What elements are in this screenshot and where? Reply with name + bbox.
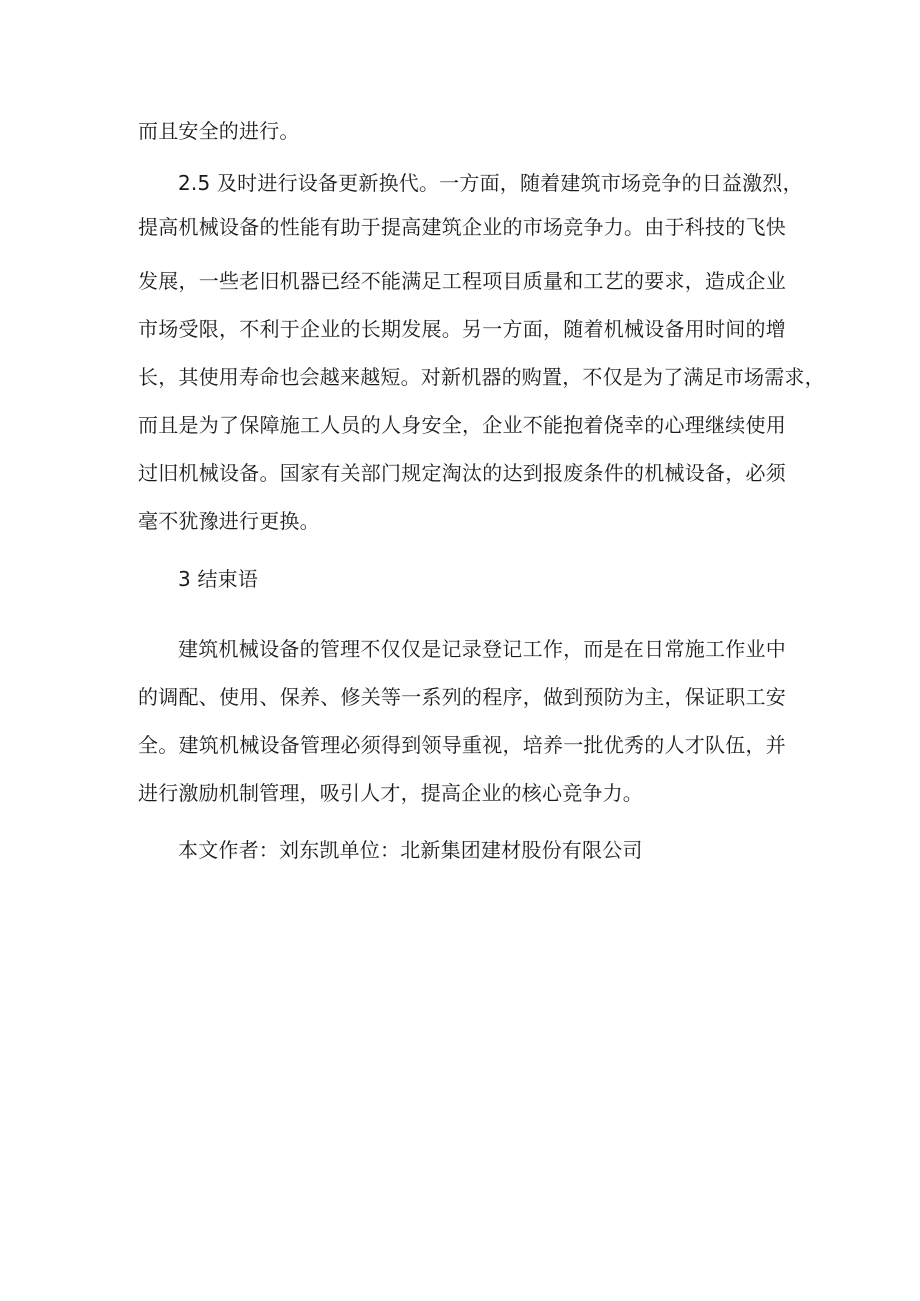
paragraph-line: 2.5 及时进行设备更新换代。一方面，随着建筑市场竞争的日益激烈， xyxy=(178,171,803,195)
paragraph-line: 而且是为了保障施工人员的人身安全，企业不能抱着侥幸的心理继续使用 xyxy=(138,413,786,437)
paragraph-line: 过旧机械设备。国家有关部门规定淘汰的达到报废条件的机械设备，必须 xyxy=(138,461,786,485)
paragraph-line: 长，其使用寿命也会越来越短。对新机器的购置，不仅是为了满足市场需求， xyxy=(138,365,825,389)
paragraph-line: 毫不犹豫进行更换。 xyxy=(138,509,320,533)
paragraph-line: 而且安全的进行。 xyxy=(138,119,300,143)
paragraph-line: 建筑机械设备的管理不仅仅是记录登记工作，而是在日常施工作业中 xyxy=(178,637,786,661)
section-heading: 3 结束语 xyxy=(178,567,259,591)
paragraph-line: 市场受限，不利于企业的长期发展。另一方面，随着机械设备用时间的增 xyxy=(138,317,786,341)
paragraph-line: 进行激励机制管理，吸引人才，提高企业的核心竞争力。 xyxy=(138,781,643,805)
paragraph-line: 全。建筑机械设备管理必须得到领导重视，培养一批优秀的人才队伍，并 xyxy=(138,733,786,757)
paragraph-line: 的调配、使用、保养、修关等一系列的程序，做到预防为主，保证职工安 xyxy=(138,685,786,709)
paragraph-line: 发展，一些老旧机器已经不能满足工程项目质量和工艺的要求，造成企业 xyxy=(138,269,786,293)
author-line: 本文作者：刘东凯单位：北新集团建材股份有限公司 xyxy=(178,838,643,862)
paragraph-line: 提高机械设备的性能有助于提高建筑企业的市场竞争力。由于科技的飞快 xyxy=(138,215,786,239)
